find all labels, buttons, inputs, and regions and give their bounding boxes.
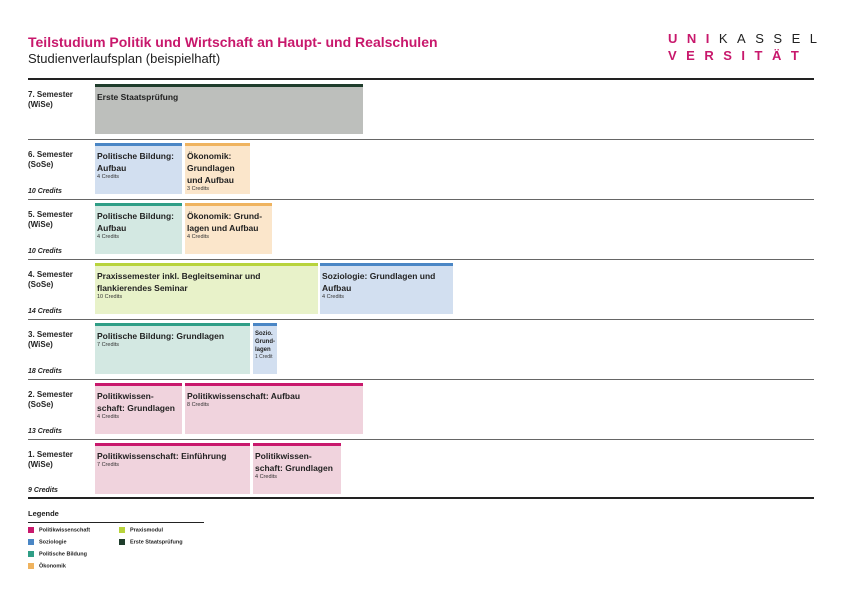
row-divider xyxy=(28,379,814,380)
legend-item-politische-bildung: Politische Bildung xyxy=(28,551,87,558)
semester-4-credits: 14 Credits xyxy=(28,308,62,315)
module-soziologie-grundlagen: Sozio. Grund-lagen 1 Credit xyxy=(253,323,277,374)
semester-7-label: 7. Semester (WiSe) xyxy=(28,90,73,109)
row-divider xyxy=(28,139,814,140)
module-oekonomik-grundlagen-aufbau: Ökonomik: Grund-lagen und Aufbau 4 Credits xyxy=(185,203,272,254)
semester-5-credits: 10 Credits xyxy=(28,248,62,255)
legend-item-erste-staatspruefung: Erste Staatsprüfung xyxy=(119,539,183,546)
legend-swatch xyxy=(28,527,34,533)
module-oekonomik-grundlagen-aufbau: Ökonomik: Grundlagen und Aufbau 3 Credits xyxy=(185,143,250,194)
module-politikwissenschaft-aufbau: Politikwissenschaft: Aufbau 8 Credits xyxy=(185,383,363,434)
university-logo: UNIKASSEL VERSITÄT xyxy=(668,31,827,63)
semester-6-credits: 10 Credits xyxy=(28,188,62,195)
module-praxissemester: Praxissemester inkl. Begleitseminar und flankierendes Seminar 10 Credits xyxy=(95,263,318,314)
row-divider xyxy=(28,319,814,320)
legend-item-soziologie: Soziologie xyxy=(28,539,67,546)
semester-4-label: 4. Semester (SoSe) xyxy=(28,270,73,289)
module-politikwissenschaft-einfuehrung: Politikwissenschaft: Einführung 7 Credits xyxy=(95,443,250,494)
module-politische-bildung-aufbau: Politische Bildung: Aufbau 4 Credits xyxy=(95,203,182,254)
legend-title: Legende xyxy=(28,509,59,518)
legend-item-oekonomik: Ökonomik xyxy=(28,563,66,570)
semester-5-label: 5. Semester (WiSe) xyxy=(28,210,73,229)
module-soziologie-grundlagen-aufbau: Soziologie: Grundlagen und Aufbau 4 Credits xyxy=(320,263,453,314)
page-title: Teilstudium Politik und Wirtschaft an Haupt- und Realschulen xyxy=(28,34,438,50)
top-rule xyxy=(28,78,814,80)
row-divider xyxy=(28,259,814,260)
module-politikwissenschaft-grundlagen: Politikwissen-schaft: Grundlagen 4 Credits xyxy=(95,383,182,434)
bottom-rule xyxy=(28,497,814,499)
legend-swatch xyxy=(28,563,34,569)
semester-3-label: 3. Semester (WiSe) xyxy=(28,330,73,349)
row-divider xyxy=(28,199,814,200)
semester-2-label: 2. Semester (SoSe) xyxy=(28,390,73,409)
legend-swatch xyxy=(119,527,125,533)
semester-3-credits: 18 Credits xyxy=(28,368,62,375)
row-divider xyxy=(28,439,814,440)
legend-swatch xyxy=(28,551,34,557)
legend-swatch xyxy=(119,539,125,545)
legend-item-praxismodul: Praxismodul xyxy=(119,527,163,534)
module-politikwissenschaft-grundlagen: Politikwissen-schaft: Grundlagen 4 Credits xyxy=(253,443,341,494)
semester-1-credits: 9 Credits xyxy=(28,487,58,494)
semester-1-label: 1. Semester (WiSe) xyxy=(28,450,73,469)
semester-2-credits: 13 Credits xyxy=(28,428,62,435)
module-erste-staatspruefung: Erste Staatsprüfung xyxy=(95,84,363,134)
legend-item-politikwissenschaft: Politikwissenschaft xyxy=(28,527,90,534)
semester-6-label: 6. Semester (SoSe) xyxy=(28,150,73,169)
module-politische-bildung-aufbau: Politische Bildung: Aufbau 4 Credits xyxy=(95,143,182,194)
module-politische-bildung-grundlagen: Politische Bildung: Grundlagen 7 Credits xyxy=(95,323,250,374)
legend-rule xyxy=(28,522,204,523)
page-subtitle: Studienverlaufsplan (beispielhaft) xyxy=(28,51,221,66)
legend-swatch xyxy=(28,539,34,545)
